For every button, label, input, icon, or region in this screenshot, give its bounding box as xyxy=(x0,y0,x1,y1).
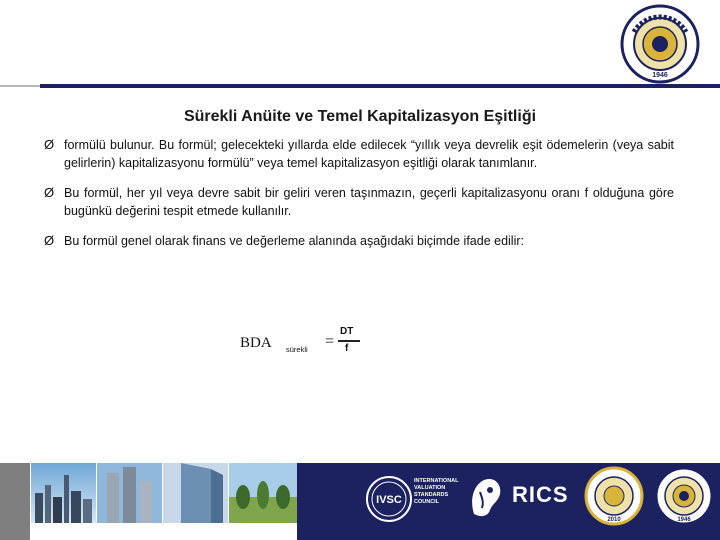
header-divider xyxy=(40,84,720,88)
ankara-university-seal-icon xyxy=(654,466,714,526)
bullet-arrow-icon: Ø xyxy=(44,137,55,152)
capitalization-formula xyxy=(240,325,370,365)
bullet-text: formülü bulunur. Bu formül; gelecekteki yıllarda elde edilecek “yıllık veya devrelik eşit ödemelerin (veya sabit gelirlerin) kapitalizasyonu formülü” veya temel kapitalizasyon eşitliği olarak tanımlanır. xyxy=(64,138,674,170)
rics-lion-icon xyxy=(466,474,506,520)
bullet-text: Bu formül genel olarak finans ve değerleme alanında aşağıdaki biçimde ifade edilir: xyxy=(64,234,524,248)
fraction-bar xyxy=(338,340,360,342)
bullet-arrow-icon: Ø xyxy=(44,233,55,248)
bullet-arrow-icon: Ø xyxy=(44,185,55,200)
formula-numerator: DT xyxy=(340,326,354,337)
glass-tower-photo xyxy=(163,463,228,523)
footer-grey-block xyxy=(0,463,30,540)
ivsc-caption: INTERNATIONAL VALUATION STANDARDS COUNCIL xyxy=(414,478,459,505)
header-divider-grey xyxy=(0,85,40,87)
bullet-text: Bu formül, her yıl veya devre sabit bir geliri veren taşınmazın, geçerli kapitalizasyonu oranı f olduğuna göre bugünkü değerini tespit etmede kullanılır. xyxy=(64,186,674,218)
badge-right-year: 1946 xyxy=(677,517,691,523)
bullet-item xyxy=(44,184,674,220)
university-badge-icon xyxy=(584,466,644,526)
ankara-university-seal-icon xyxy=(620,4,700,84)
formula-equals: = xyxy=(325,333,335,350)
seal-year: 1946 xyxy=(652,72,668,79)
slide-header xyxy=(0,0,720,84)
formula-denominator: f xyxy=(345,343,349,354)
rics-label: RICS xyxy=(512,482,569,507)
bullet-item xyxy=(44,232,674,250)
countryside-photo xyxy=(229,463,297,523)
city-skyline-photo xyxy=(31,463,96,523)
ivsc-logo-text: IVSC xyxy=(376,494,402,506)
towers-photo xyxy=(97,463,162,523)
formula-subscript: sürekli xyxy=(286,345,308,354)
formula-lhs: BDA xyxy=(240,335,272,351)
bullet-item xyxy=(44,136,674,172)
badge-left-year: 2010 xyxy=(607,517,621,523)
ivsc-logo-icon xyxy=(365,475,413,523)
bullet-list xyxy=(44,136,674,262)
slide-title: Sürekli Anüite ve Temel Kapitalizasyon Eşitliği xyxy=(183,108,537,125)
